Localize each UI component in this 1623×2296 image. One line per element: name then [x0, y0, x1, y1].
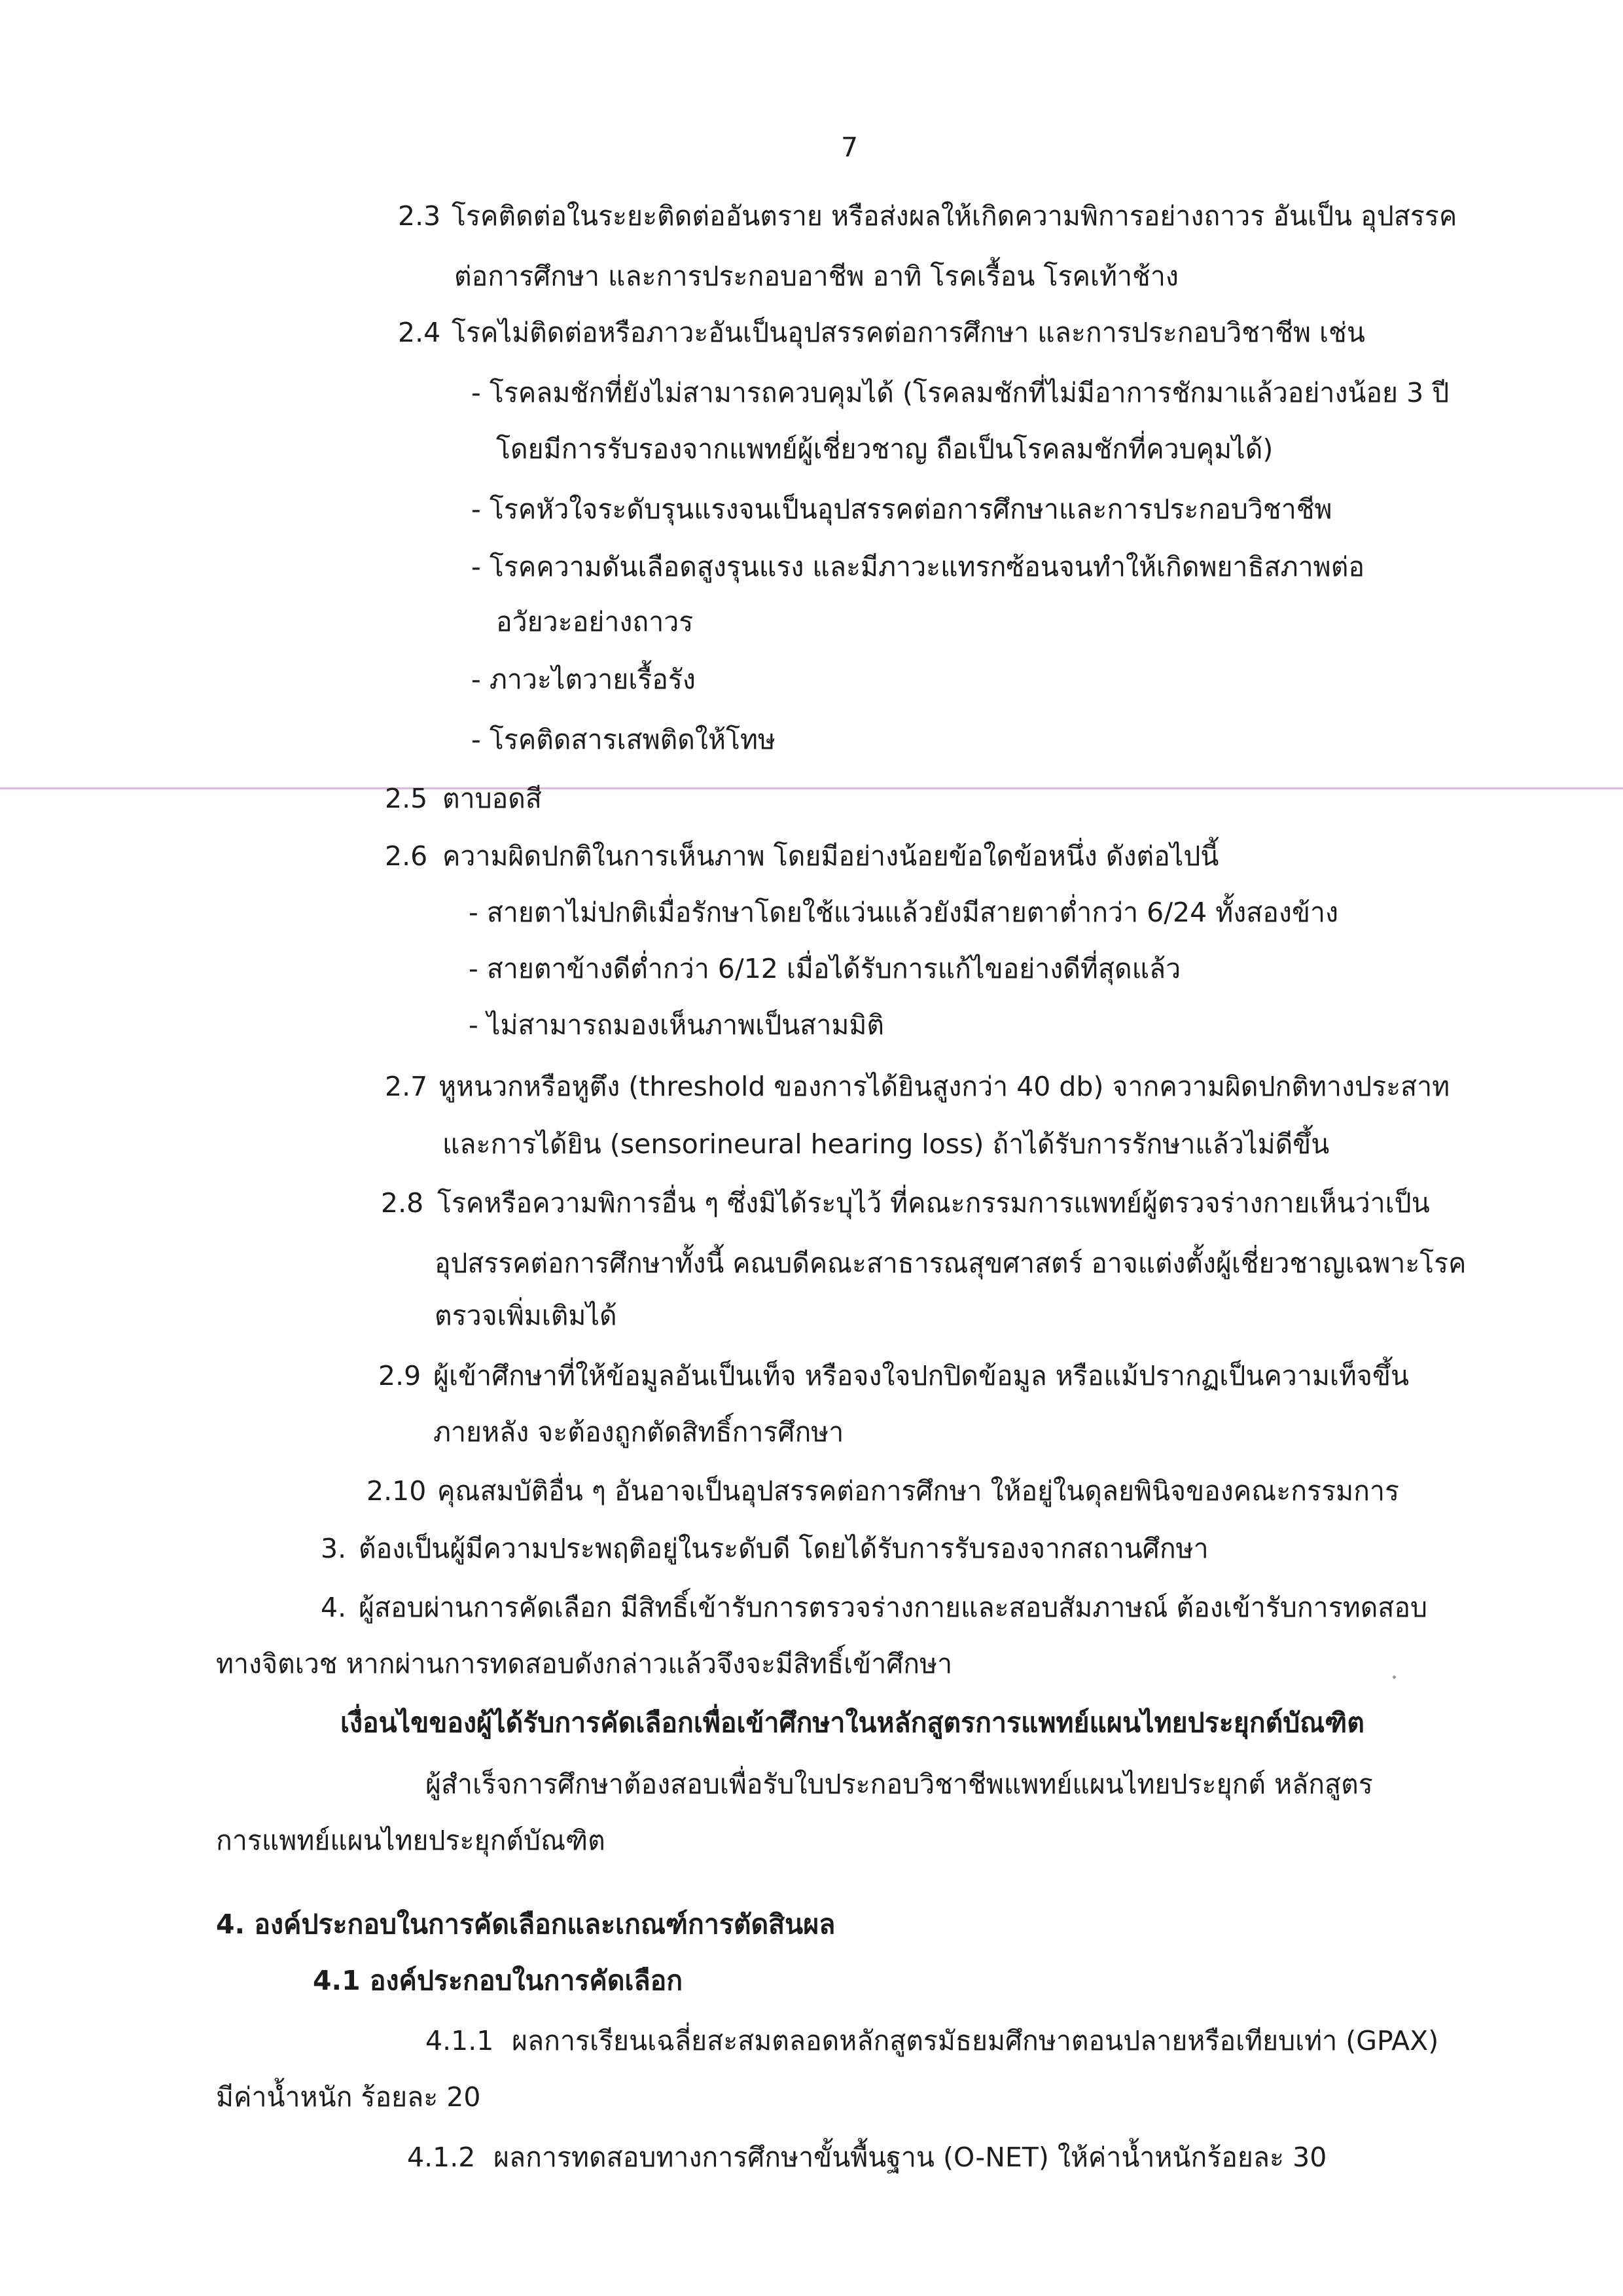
item-2-10-number: 2.10	[366, 1475, 427, 1507]
scan-speck	[1393, 1676, 1396, 1679]
item-2-3-number: 2.3	[398, 200, 441, 232]
item-2-3-line-1: โรคติดต่อในระยะติดต่ออันตราย หรือส่งผลให้เกิดความพิการอย่างถาวร อันเป็น อุปสรรค	[452, 200, 1457, 232]
item-2-7-number: 2.7	[385, 1071, 428, 1102]
item-2-3-line-2: ต่อการศึกษา และการประกอบอาชีพ อาทิ โรคเรื้อน โรคเท้าช้าง	[454, 260, 1179, 292]
item-2-7-line-2: และการได้ยิน (sensorineural hearing loss) ถ้าได้รับการรักษาแล้วไม่ดีขึ้น	[442, 1128, 1330, 1160]
item-4-number: 4.	[321, 1592, 347, 1623]
item-4-line-2: ทางจิตเวช หากผ่านการทดสอบดังกล่าวแล้วจึงจะมีสิทธิ์เข้าศึกษา	[216, 1648, 953, 1679]
item-2-4-bullet-3-line-2: อวัยวะอย่างถาวร	[496, 606, 694, 637]
item-2-4-line-1: โรคไม่ติดต่อหรือภาวะอันเป็นอุปสรรคต่อการศึกษา และการประกอบวิชาชีพ เช่น	[452, 317, 1365, 348]
item-2-8-line-3: ตรวจเพิ่มเติมได้	[435, 1300, 617, 1331]
conditions-line-2: การแพทย์แผนไทยประยุกต์บัณฑิต	[216, 1825, 605, 1856]
item-2-8-line-2: อุปสรรคต่อการศึกษาทั้งนี้ คณบดีคณะสาธารณสุขศาสตร์ อาจแต่งตั้งผู้เชี่ยวชาญเฉพาะโรค	[435, 1247, 1467, 1279]
item-4-line-1: ผู้สอบผ่านการคัดเลือก มีสิทธิ์เข้ารับการตรวจร่างกายและสอบสัมภาษณ์ ต้องเข้ารับการทดสอบ	[359, 1592, 1428, 1623]
item-2-4-bullet-2: - โรคหัวใจระดับรุนแรงจนเป็นอุปสรรคต่อการศึกษาและการประกอบวิชาชีพ	[471, 493, 1332, 525]
item-2-4-bullet-3-line-1: - โรคความดันเลือดสูงรุนแรง และมีภาวะแทรกซ้อนจนทำให้เกิดพยาธิสภาพต่อ	[471, 551, 1364, 583]
item-3-line-1: ต้องเป็นผู้มีความประพฤติอยู่ในระดับดี โดยได้รับการรับรองจากสถานศึกษา	[359, 1533, 1209, 1564]
conditions-heading: เงื่อนไขของผู้ได้รับการคัดเลือกเพื่อเข้าศึกษาในหลักสูตรการแพทย์แผนไทยประยุกต์บัณฑิต	[340, 1707, 1364, 1738]
item-2-8-number: 2.8	[381, 1187, 424, 1219]
item-2-4-bullet-1-line-1: - โรคลมชักที่ยังไม่สามารถควบคุมได้ (โรคลมชักที่ไม่มีอาการชักมาแล้วอย่างน้อย 3 ปี	[471, 377, 1450, 408]
item-2-4-bullet-1-line-2: โดยมีการรับรองจากแพทย์ผู้เชี่ยวชาญ ถือเป็นโรคลมชักที่ควบคุมได้)	[496, 433, 1274, 465]
item-3-number: 3.	[321, 1533, 347, 1564]
item-2-7-line-1: หูหนวกหรือหูตึง (threshold ของการได้ยินสูงกว่า 40 db) จากความผิดปกติทางประสาท	[438, 1071, 1450, 1102]
item-2-6-bullet-3: - ไม่สามารถมองเห็นภาพเป็นสามมิติ	[469, 1009, 885, 1041]
item-2-9-line-1: ผู้เข้าศึกษาที่ให้ข้อมูลอันเป็นเท็จ หรือจงใจปกปิดข้อมูล หรือแม้ปรากฏเป็นความเท็จขึ้น	[433, 1360, 1409, 1391]
item-4-1-1-line-1: ผลการเรียนเฉลี่ยสะสมตลอดหลักสูตรมัธยมศึกษาตอนปลายหรือเทียบเท่า (GPAX)	[512, 2025, 1439, 2056]
item-2-9-number: 2.9	[378, 1360, 421, 1391]
item-2-4-bullet-4: - ภาวะไตวายเรื้อรัง	[471, 664, 696, 695]
item-2-4-number: 2.4	[398, 317, 441, 348]
item-2-4-bullet-5: - โรคติดสารเสพติดให้โทษ	[471, 724, 776, 755]
item-2-9-line-2: ภายหลัง จะต้องถูกตัดสิทธิ์การศึกษา	[433, 1416, 844, 1448]
section-4-1-title: 4.1 องค์ประกอบในการคัดเลือก	[313, 1965, 683, 1996]
item-2-6-line-1: ความผิดปกติในการเห็นภาพ โดยมีอย่างน้อยข้อใดข้อหนึ่ง ดังต่อไปนี้	[442, 840, 1219, 872]
item-2-6-bullet-2: - สายตาข้างดีต่ำกว่า 6/12 เมื่อได้รับการแก้ไขอย่างดีที่สุดแล้ว	[469, 953, 1181, 984]
item-2-6-bullet-1: - สายตาไม่ปกติเมื่อรักษาโดยใช้แว่นแล้วยังมีสายตาต่ำกว่า 6/24 ทั้งสองข้าง	[469, 897, 1339, 928]
item-2-10-line-1: คุณสมบัติอื่น ๆ อันอาจเป็นอุปสรรคต่อการศึกษา ให้อยู่ในดุลยพินิจของคณะกรรมการ	[437, 1475, 1399, 1507]
item-4-1-2-number: 4.1.2	[407, 2142, 476, 2173]
scan-line	[0, 787, 1623, 789]
item-2-8-line-1: โรคหรือความพิการอื่น ๆ ซึ่งมิได้ระบุไว้ ที่คณะกรรมการแพทย์ผู้ตรวจร่างกายเห็นว่าเป็น	[437, 1187, 1430, 1219]
page-number: 7	[841, 132, 859, 163]
item-4-1-1-number: 4.1.1	[425, 2025, 494, 2056]
conditions-line-1: ผู้สำเร็จการศึกษาต้องสอบเพื่อรับใบประกอบวิชาชีพแพทย์แผนไทยประยุกต์ หลักสูตร	[425, 1768, 1373, 1800]
item-4-1-1-line-2: มีค่าน้ำหนัก ร้อยละ 20	[216, 2081, 481, 2113]
item-4-1-2-line-1: ผลการทดสอบทางการศึกษาขั้นพื้นฐาน (O-NET) ให้ค่าน้ำหนักร้อยละ 30	[493, 2142, 1327, 2173]
item-2-6-number: 2.6	[385, 840, 428, 872]
item-2-5-line-1: ตาบอดสี	[442, 783, 542, 814]
section-4-title: 4. องค์ประกอบในการคัดเลือกและเกณฑ์การตัดสินผล	[216, 1909, 836, 1940]
item-2-5-number: 2.5	[385, 783, 428, 814]
